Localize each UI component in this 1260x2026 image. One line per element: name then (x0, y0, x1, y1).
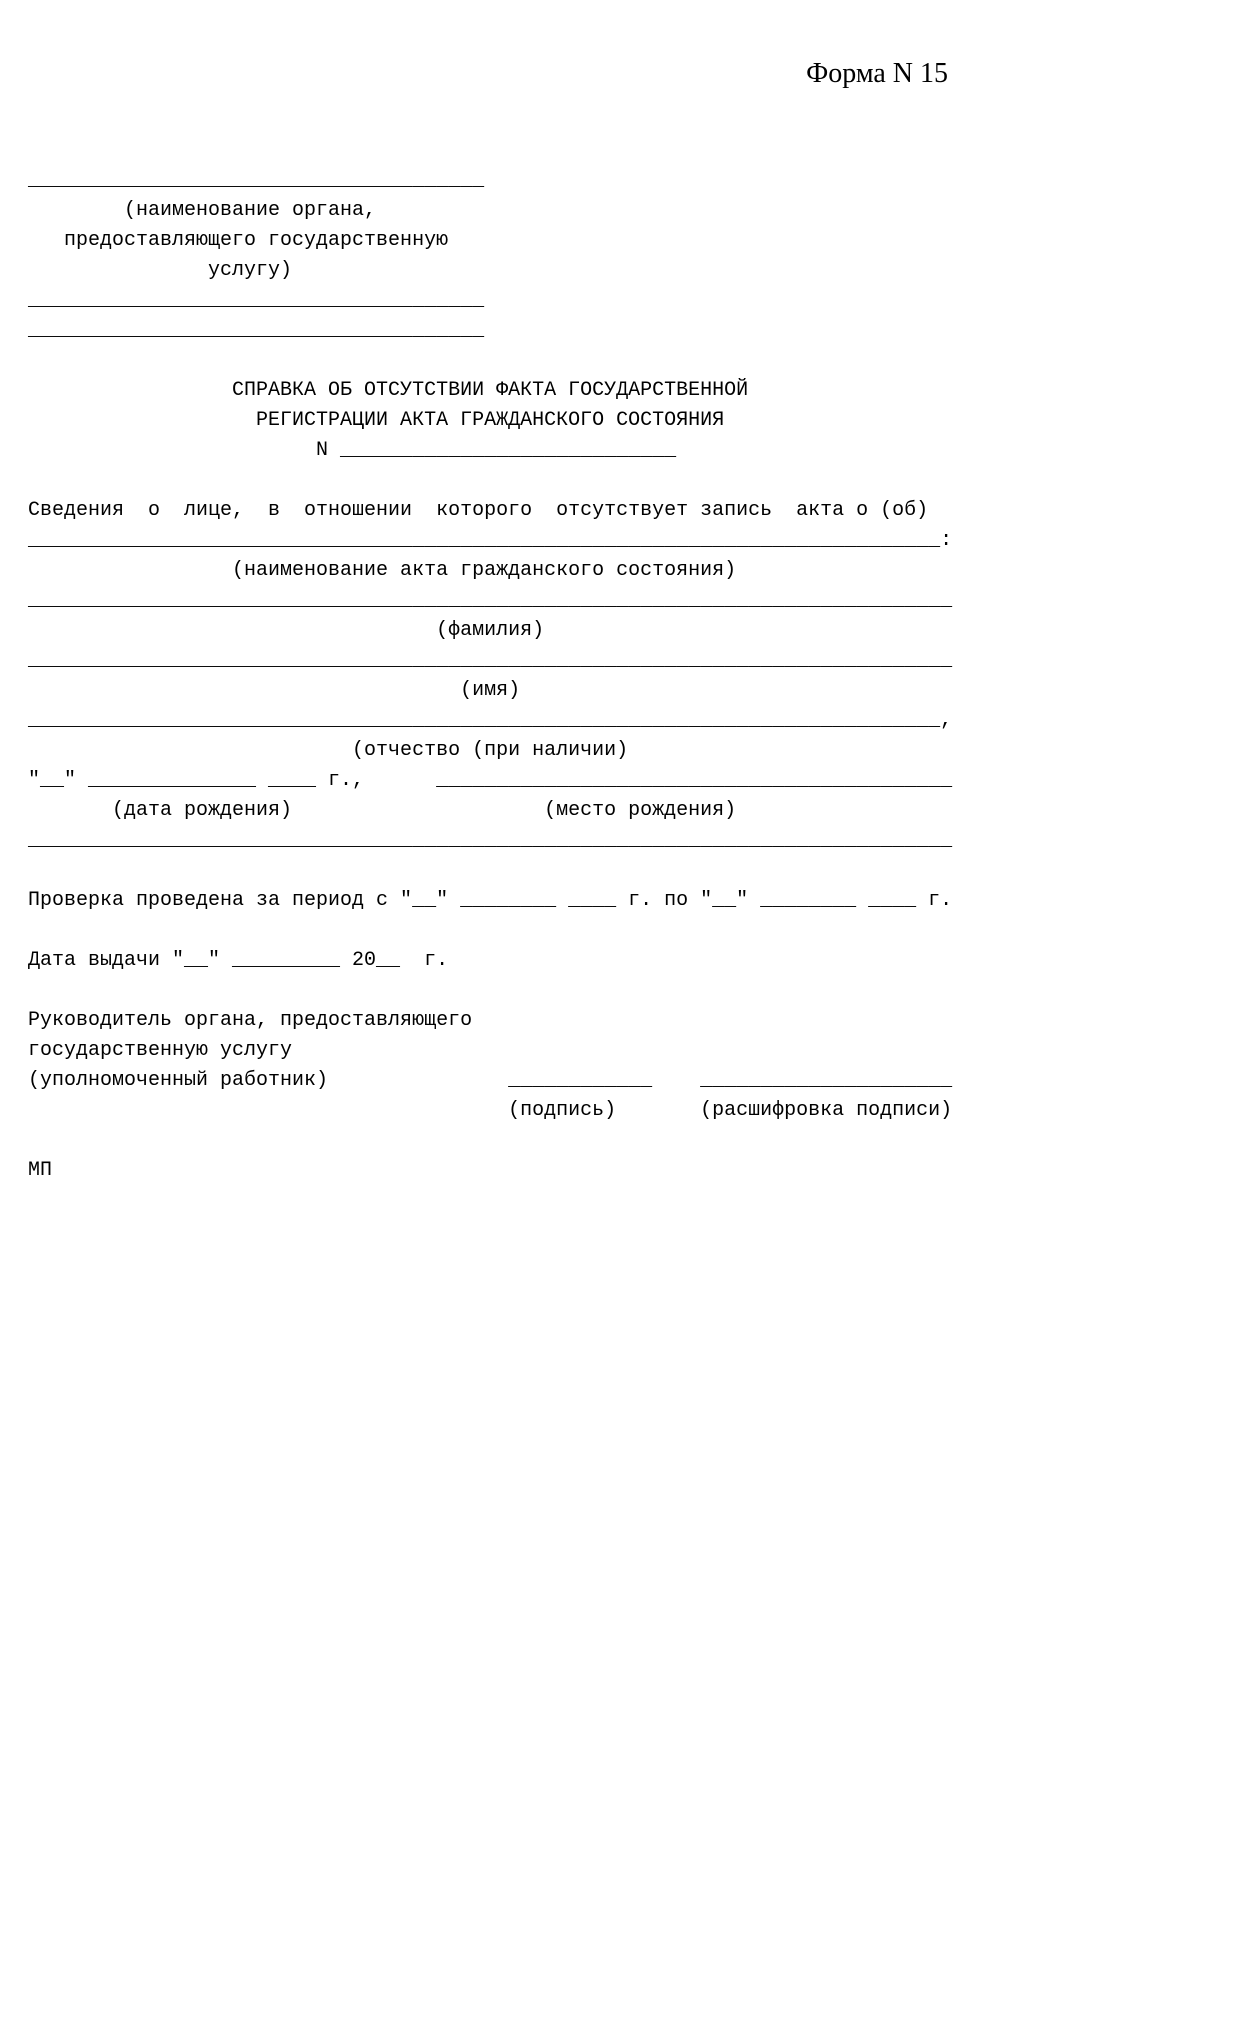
check-period-line: Проверка проведена за период с "__" ________ ____ г. по "__" ________ ____ г. (28, 889, 953, 912)
org-name-blank-line: ______________________________________ (28, 169, 485, 192)
org-name-blank-line-2: ______________________________________ (28, 289, 485, 312)
form-number-label: Форма N 15 (806, 58, 948, 89)
birth-date-place-captions: (дата рождения) (место рождения) (28, 799, 737, 822)
spacer-6 (28, 1126, 952, 1156)
birth-date-place-line: "__" ______________ ____ г., ___________________________________________ (28, 769, 953, 792)
signature-blanks-line: (уполномоченный работник) ____________ _____________________ (28, 1069, 953, 1092)
org-name-caption-3: услугу) (28, 259, 293, 282)
org-name-caption-1: (наименование органа, (28, 199, 377, 222)
org-name-blank-line-3: ______________________________________ (28, 319, 485, 342)
act-name-blank-line: ____________________________________________________________________________: (28, 529, 953, 552)
certificate-form-body (28, 166, 952, 1186)
org-name-caption-2: предоставляющего государственную (28, 229, 449, 252)
patronymic-caption: (отчество (при наличии) (28, 739, 629, 762)
full-blank-line: _____________________________________________________________________________ (28, 829, 953, 852)
spacer-1 (28, 346, 952, 376)
spacer-5 (28, 976, 952, 1006)
signature-captions-line: (подпись) (расшифровка подписи) (28, 1099, 953, 1122)
spacer-2 (28, 466, 952, 496)
firstname-blank-line: _____________________________________________________________________________ (28, 649, 953, 672)
issue-date-line: Дата выдачи "__" _________ 20__ г. (28, 949, 449, 972)
surname-blank-line: _____________________________________________________________________________ (28, 589, 953, 612)
head-of-authority-line-1: Руководитель органа, предоставляющего (28, 1009, 473, 1032)
document-number-line: N ____________________________ (28, 439, 677, 462)
document-title-line-1: СПРАВКА ОБ ОТСУТСТВИИ ФАКТА ГОСУДАРСТВЕННОЙ (28, 379, 749, 402)
spacer-4 (28, 916, 952, 946)
stamp-place-label: МП (28, 1159, 53, 1182)
surname-caption: (фамилия) (28, 619, 545, 642)
act-name-caption: (наименование акта гражданского состояния) (28, 559, 737, 582)
spacer-3 (28, 856, 952, 886)
patronymic-blank-line: ____________________________________________________________________________, (28, 709, 953, 732)
person-intro-line: Сведения о лице, в отношении которого отсутствует запись акта о (об) (28, 499, 929, 522)
head-of-authority-line-2: государственную услугу (28, 1039, 293, 1062)
document-title-line-2: РЕГИСТРАЦИИ АКТА ГРАЖДАНСКОГО СОСТОЯНИЯ (28, 409, 725, 432)
firstname-caption: (имя) (28, 679, 521, 702)
